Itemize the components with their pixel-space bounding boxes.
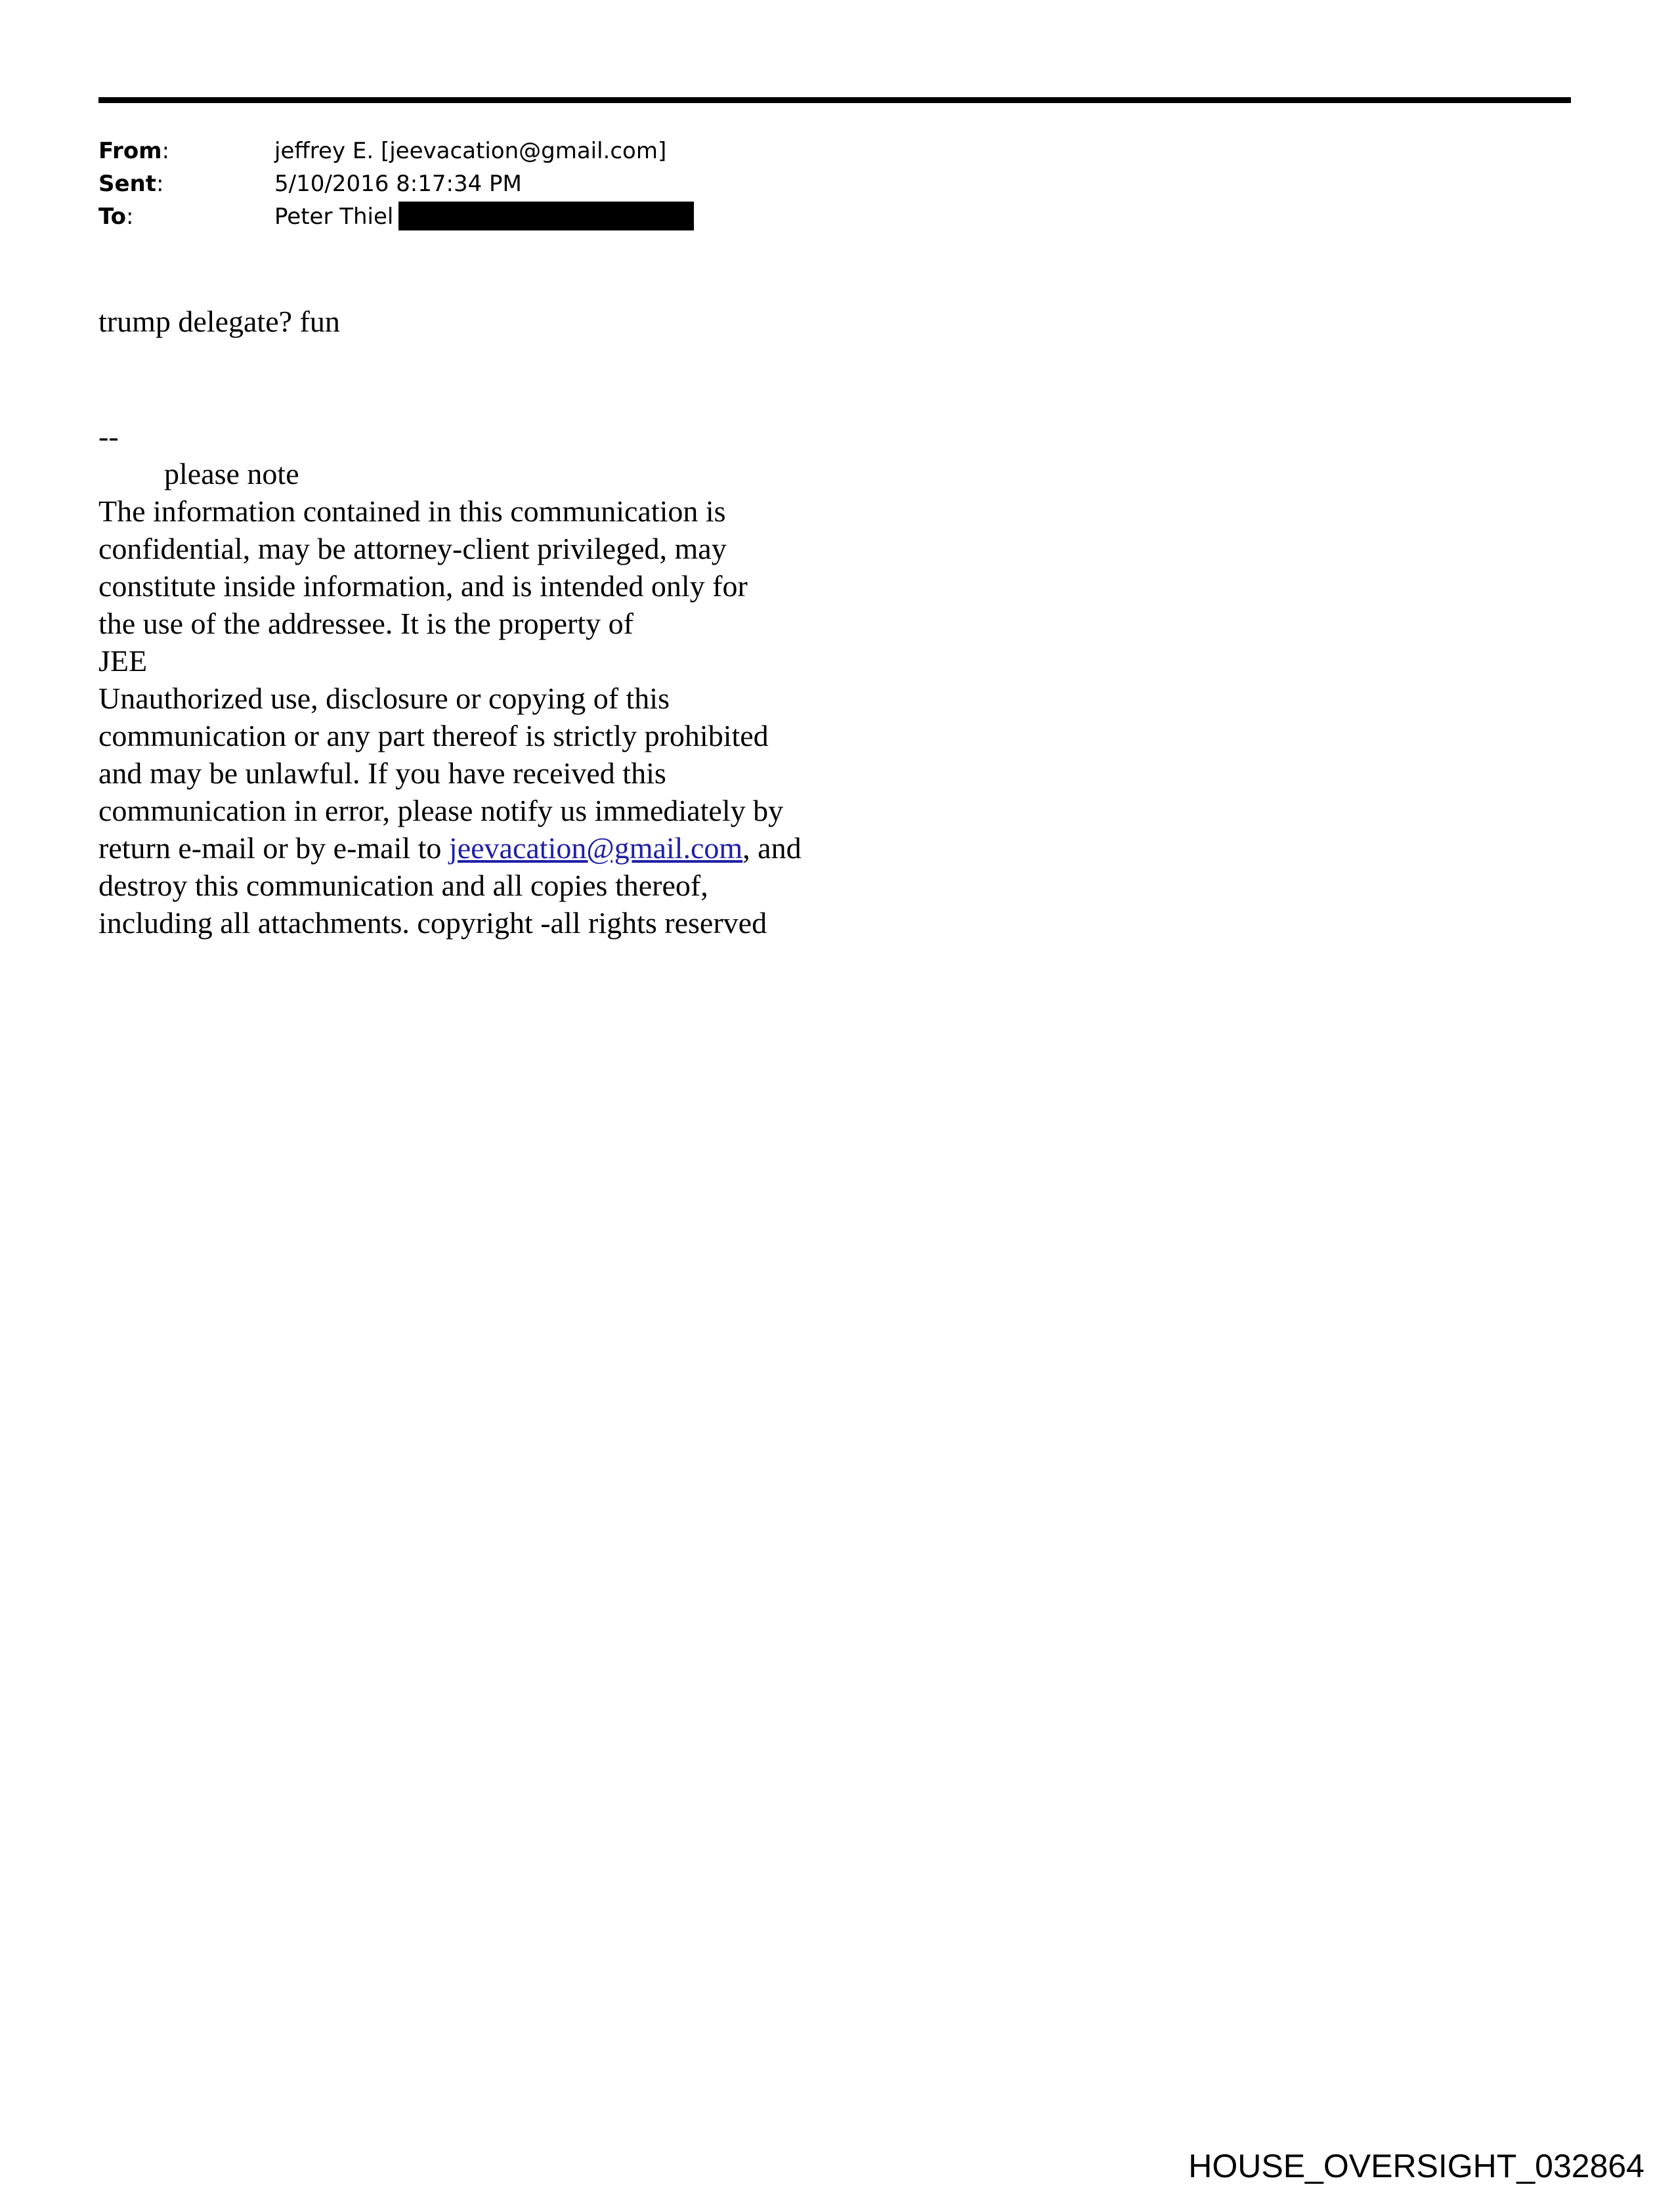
disclaimer-line: Unauthorized use, disclosure or copying of this <box>98 682 670 715</box>
redaction-block <box>398 202 694 230</box>
disclaimer-line: The information contained in this communication is <box>98 494 726 528</box>
to-value: Peter Thiel <box>274 204 394 230</box>
from-label: From <box>98 138 162 164</box>
disclaimer-line: including all attachments. copyright -all rights reserved <box>98 906 767 940</box>
signature-block <box>98 418 802 942</box>
disclaimer-line: and may be unlawful. If you have received this <box>98 756 666 790</box>
sent-label: Sent <box>98 171 157 197</box>
disclaimer-line: destroy this communication and all copies thereof, <box>98 869 708 902</box>
disclaimer-line: JEE <box>98 644 148 678</box>
please-note: please note <box>164 457 299 490</box>
signature-separator: -- <box>98 420 119 453</box>
disclaimer-line: constitute inside information, and is intended only for <box>98 569 748 603</box>
disclaimer-line: confidential, may be attorney-client privileged, may <box>98 532 727 565</box>
document-id: HOUSE_OVERSIGHT_032864 <box>1188 2148 1644 2184</box>
message-body: trump delegate? fun <box>98 305 340 338</box>
from-value: jeffrey E. [jeevacation@gmail.com] <box>274 138 667 164</box>
sent-value: 5/10/2016 8:17:34 PM <box>274 171 522 197</box>
disclaimer-line: communication or any part thereof is strictly prohibited <box>98 719 769 752</box>
disclaimer-return-line: return e-mail or by e-mail to jeevacation@gmail.com, and <box>98 831 802 865</box>
email-link[interactable]: jeevacation@gmail.com <box>448 831 743 865</box>
to-label: To <box>98 204 127 230</box>
disclaimer-line: the use of the addressee. It is the property of <box>98 607 633 640</box>
header-rule <box>98 97 1571 103</box>
disclaimer-line: communication in error, please notify us immediately by <box>98 794 784 827</box>
